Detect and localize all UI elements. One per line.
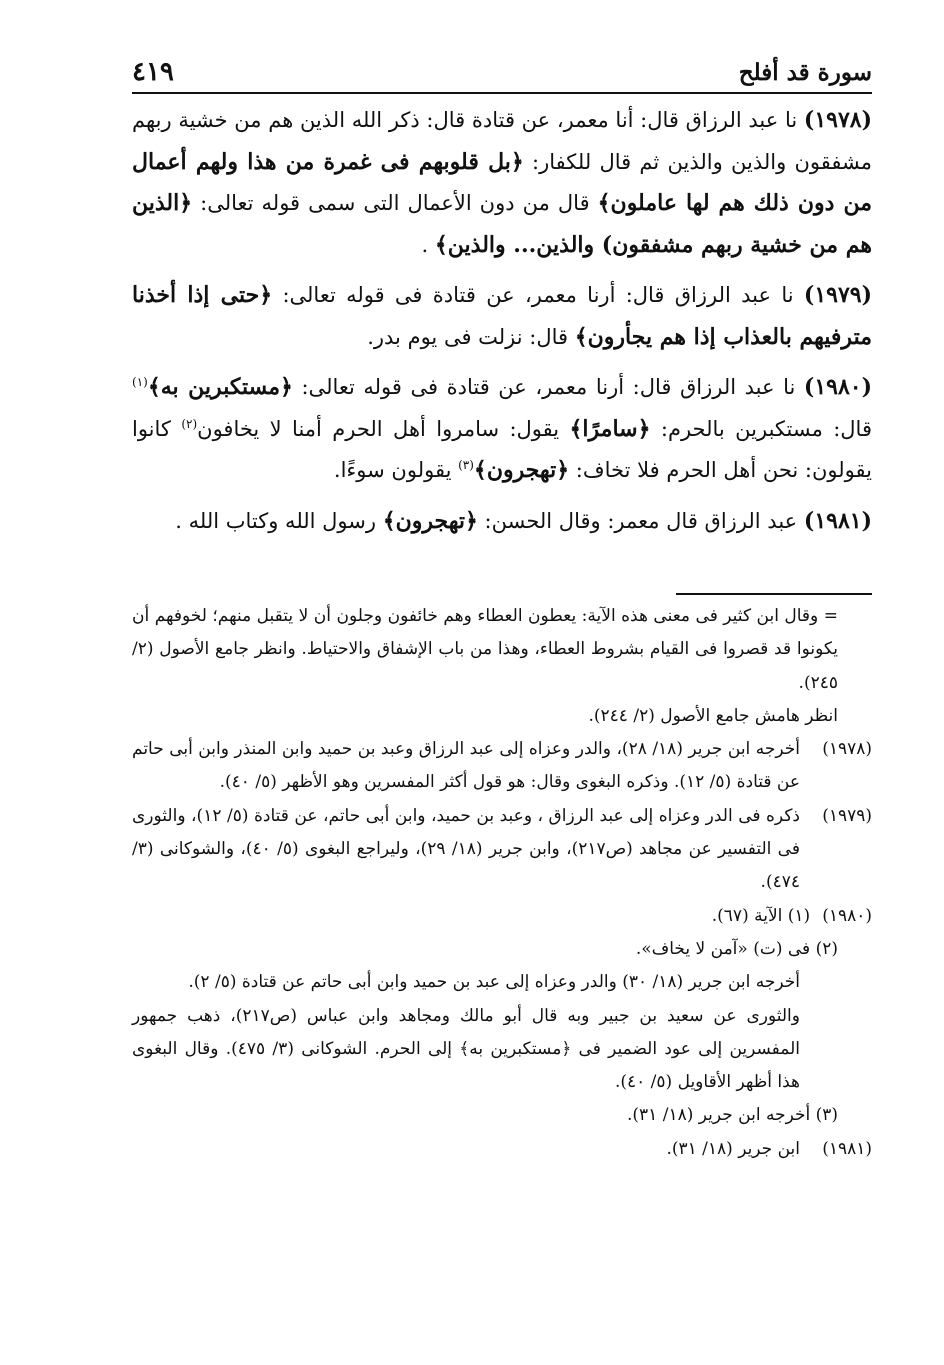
footnote-entry [132, 600, 872, 700]
footnote-text: ابن جرير (١٨/ ٣١). [666, 1138, 800, 1159]
quran-quote: ﴿مستكبرين به﴾ [147, 374, 293, 400]
hadith-number: (١٩٨١) [803, 507, 872, 534]
hadith-paragraph [132, 501, 872, 543]
hadith-text: قال: مستكبرين بالحرم: [650, 416, 872, 441]
quran-quote: ﴿حتى إذا أخذنا مترفيهم بالعذاب إذا هم يجأرون﴾ [132, 282, 872, 350]
hadith-number: (١٩٧٨) [803, 107, 872, 133]
hadith-paragraph [132, 275, 872, 358]
surah-title: سورة قد أفلح [738, 58, 872, 86]
quran-quote: ﴿تهجرون﴾ [473, 457, 570, 483]
quran-quote: ﴿الذين هم من خشية ربهم مشفقون) والذين... والذين﴾ [132, 190, 872, 258]
footnote-entry [132, 700, 872, 733]
hadith-text: عبد الرزاق قال معمر: وقال الحسن: [477, 508, 804, 533]
footnote-number: (١٩٧٨) [822, 739, 872, 760]
footnote-text: انظر هامش جامع الأصول (٢/ ٢٤٤). [588, 705, 838, 726]
main-text [132, 100, 872, 551]
hadith-text: نا عبد الرزاق قال: أرنا معمر، عن قتادة فى قوله تعالى: [292, 375, 804, 399]
quran-quote: ﴿بل قلوبهم فى غمرة من هذا ولهم أعمال من دون ذلك هم لها عاملون﴾ [132, 148, 872, 216]
quran-quote: ﴿تهجرون﴾ [382, 507, 478, 534]
footnote-text: والثورى عن سعيد بن جبير وبه قال أبو مالك ومجاهد وابن عباس (ص٢١٧)، ذهب جمهور المفسرين إلى عود الضمير فى ﴿مستكبرين به﴾ إلى الحرم. الشوكانى (٣/ ٤٧٥). وقال البغوى هذا أظهر الأقاويل (٥/ ٤٠). [132, 1005, 800, 1093]
footnote-entry [132, 966, 872, 999]
hadith-text: قال من دون الأعمال التى سمى قوله تعالى: [192, 191, 598, 215]
hadith-paragraph [132, 100, 872, 266]
hadith-text: كانوا يقولون: نحن أهل الحرم فلا تخاف: [132, 416, 872, 482]
hadith-number: (١٩٧٩) [803, 282, 872, 308]
page-header [132, 52, 872, 94]
footnote-number: (١٩٨١) [822, 1138, 872, 1159]
hadith-text: نا عبد الرزاق قال: أنا معمر، عن قتادة قال: ذكر الله الذين هم من خشية ربهم مشفقون والذين والذين ثم قال للكفار: [132, 108, 872, 174]
page-number: ٤١٩ [132, 57, 174, 87]
footnote-number: (١٩٨٠) [822, 905, 872, 926]
footnote-text: = وقال ابن كثير فى معنى هذه الآية: يعطون العطاء وهم خائفون وجلون أن لا يتقبل منهم؛ لخوفهم أن يكونوا قد قصروا فى القيام بشروط العطاء، وهذا من باب الإشفاق والاحتياط. وانظر جامع الأصول (٢/ ٢٤٥). [132, 606, 838, 693]
footnote-entry [132, 1099, 872, 1132]
footnote-marker: (٣) [458, 458, 474, 472]
footnote-marker: (١) [132, 375, 148, 389]
hadith-text: يقولون سوءًا. [333, 458, 459, 482]
footnote-text: (٢) فى (ت) «آمن لا يخاف». [635, 938, 838, 959]
quran-quote: ﴿سامرًا﴾ [569, 415, 651, 442]
footnote-text: (٣) أخرجه ابن جرير (١٨/ ٣١). [626, 1105, 838, 1126]
footnotes [132, 600, 872, 1166]
hadith-paragraph [132, 367, 872, 492]
hadith-number: (١٩٨٠) [803, 374, 872, 400]
hadith-text: رسول الله وكتاب الله . [175, 508, 383, 533]
footnote-entry [132, 933, 872, 966]
footnote-entry [132, 900, 872, 933]
hadith-text: . [421, 232, 435, 257]
footnote-number: (١٩٧٩) [822, 805, 872, 826]
footnote-separator [676, 593, 872, 595]
footnote-entry [132, 733, 872, 800]
footnote-entry [132, 800, 872, 900]
footnote-text: أخرجه ابن جرير (١٨/ ٣٠) والدر وعزاه إلى عبد بن حميد وابن أبى حاتم عن قتادة (٥/ ٢). [188, 972, 800, 993]
hadith-text: قال: نزلت فى يوم بدر. [367, 324, 575, 349]
footnote-entry [132, 1133, 872, 1166]
footnote-marker: (٢) [181, 416, 198, 431]
hadith-text: يقول: سامروا أهل الحرم أمنا لا يخافون [197, 416, 570, 441]
hadith-text: نا عبد الرزاق قال: أرنا معمر، عن قتادة فى قوله تعالى: [272, 283, 804, 307]
footnote-entry [132, 1000, 872, 1100]
footnote-text: أخرجه ابن جرير (١٨/ ٢٨)، والدر وعزاه إلى عبد الرزاق وعبد بن حميد وابن المنذر وابن أبى حاتم عن قتادة (٥/ ١٢). وذكره البغوى وقال: هو قول أكثر المفسرين وهو الأظهر (٥/ ٤٠). [132, 739, 800, 793]
footnote-text: ذكره فى الدر وعزاه إلى عبد الرزاق ، وعبد بن حميد، وابن أبى حاتم، عن قتادة (٥/ ١٢)، والثورى فى التفسير عن مجاهد (ص٢١٧)، وابن جرير (١٨/ ٢٩)، وليراجع البغوى (٥/ ٤٠)، والشوكانى (٣/ ٤٧٤). [132, 805, 800, 893]
footnote-text: (١) الآية (٦٧). [711, 905, 811, 926]
